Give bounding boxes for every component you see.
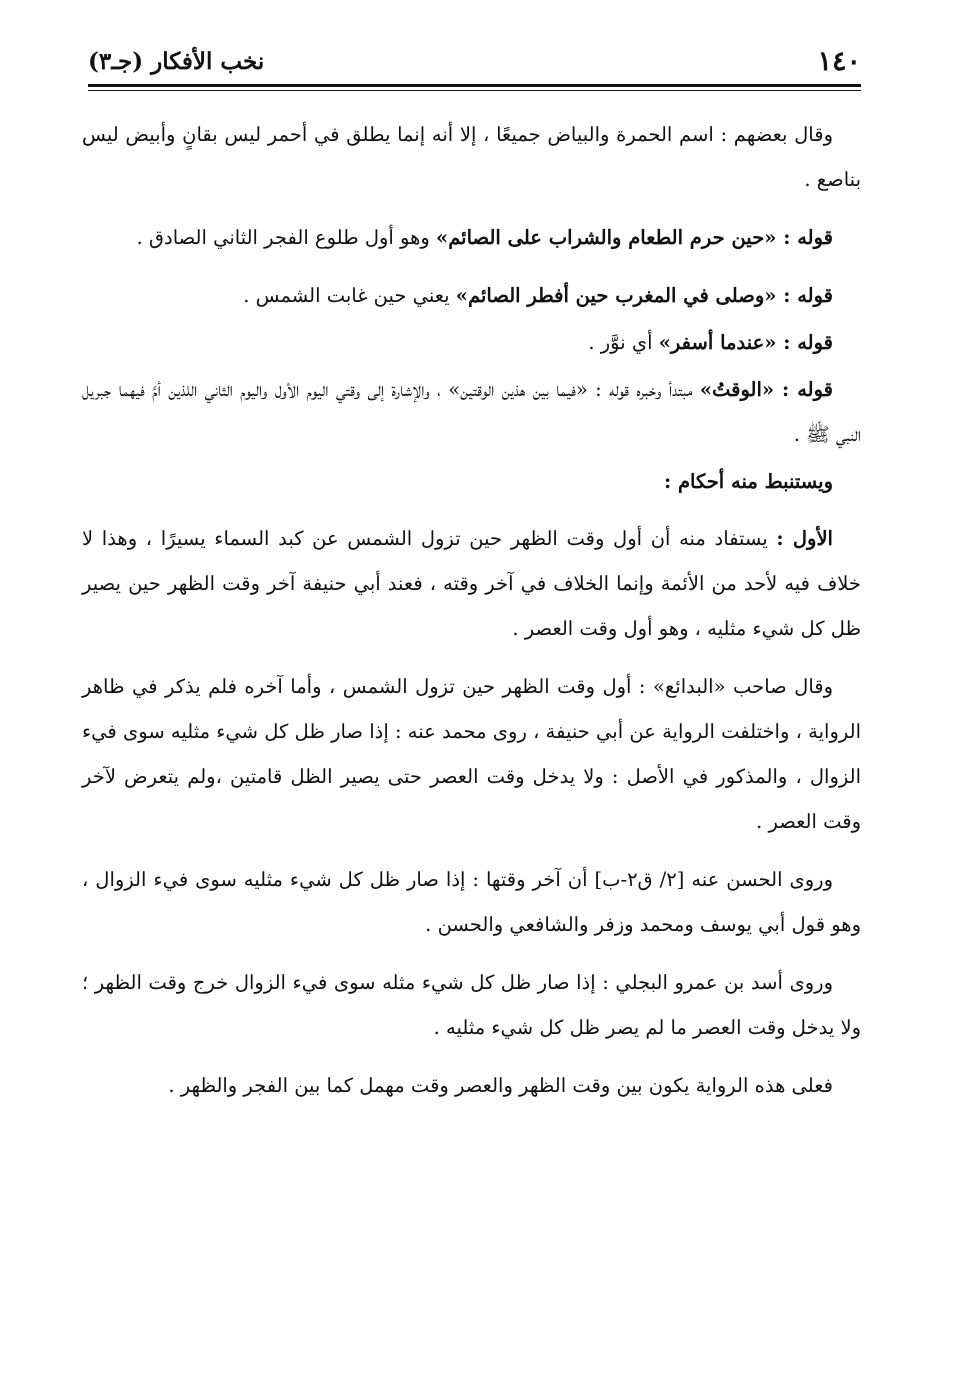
page-number: ١٤٠ (817, 46, 861, 77)
header-rule-thin (88, 90, 861, 91)
quote-lead: قوله : «حين حرم الطعام والشراب على الصائم» (436, 226, 833, 249)
ruling-text: وروى الحسن عنه [٢/ ق٢-ب] أن آخر وقتها : إذا صار ظل كل شيء مثليه سوى فيء الزوال ، وهو قول أبي يوسف ومحمد وزفر والشافعي والحسن . (82, 868, 861, 936)
ruling-paragraph (82, 857, 861, 947)
quote-lead: قوله : «وصلى في المغرب حين أفطر الصائم» (455, 284, 833, 307)
paragraph (82, 320, 861, 365)
paragraph (82, 273, 861, 318)
header-rule-thick (88, 84, 861, 87)
ruling-paragraph (82, 960, 861, 1050)
quote-lead: قوله : «عندما أسفر» (658, 331, 833, 354)
page-header (88, 42, 861, 82)
ruling-lead: الأول : (776, 527, 833, 550)
body-text (82, 112, 861, 1121)
paragraph (82, 112, 861, 202)
paragraph-text: أي نوَّر . (588, 331, 659, 354)
ruling-text: فعلى هذه الرواية يكون بين وقت الظهر والعصر وقت مهمل كما بين الفجر والظهر . (168, 1074, 833, 1097)
paragraph-text: مبتدأ وخبره قوله : «فيما بين هذين الوقتين» ، والإشارة إلى وقتي اليوم الأول واليوم الثاني اللذين أمَّ فيهما جبريل النبي ﷺ . (82, 378, 861, 446)
ruling-text: وقال صاحب «البدائع» : أول وقت الظهر حين تزول الشمس ، وأما آخره فلم يذكر في ظاهر الرواية ، واختلفت الرواية عن أبي حنيفة ، روى محمد عنه : إذا صار ظل كل شيء مثليه سوى فيء الزوال ، والمذكور في الأصل : ولا يدخل وقت العصر حتى يصير الظل قامتين ،ولم يتعرض لآخر وقت العصر . (82, 675, 861, 833)
ruling-paragraph (82, 664, 861, 844)
paragraph-text: وهو أول طلوع الفجر الثاني الصادق . (136, 226, 436, 249)
paragraph (82, 367, 861, 457)
ruling-text: وروى أسد بن عمرو البجلي : إذا صار ظل كل شيء مثله سوى فيء الزوال خرج وقت الظهر ؛ ولا يدخل وقت العصر ما لم يصر ظل كل شيء مثليه . (82, 971, 861, 1039)
paragraph-text: يعني حين غابت الشمس . (243, 284, 456, 307)
book-title: نخب الأفكار (جـ٣) (88, 48, 265, 75)
ruling-paragraph (82, 516, 861, 651)
paragraph (82, 215, 861, 260)
section-heading: ويستنبط منه أحكام : (663, 470, 833, 493)
quote-lead: قوله : «الوقتُ» (699, 378, 833, 401)
ruling-text: يستفاد منه أن أول وقت الظهر حين تزول الشمس عن كبد السماء يسيرًا ، وهذا لا خلاف فيه لأحد من الأئمة وإنما الخلاف في آخر وقته ، فعند أبي حنيفة آخر وقت الظهر حين يصير ظل كل شيء مثليه ، وهو أول وقت العصر . (82, 527, 861, 640)
ruling-paragraph (82, 1063, 861, 1108)
paragraph-text: وقال بعضهم : اسم الحمرة والبياض جميعًا ، إلا أنه إنما يطلق في أحمر ليس بقانٍ وأبيض ليس بناصع . (82, 123, 861, 191)
